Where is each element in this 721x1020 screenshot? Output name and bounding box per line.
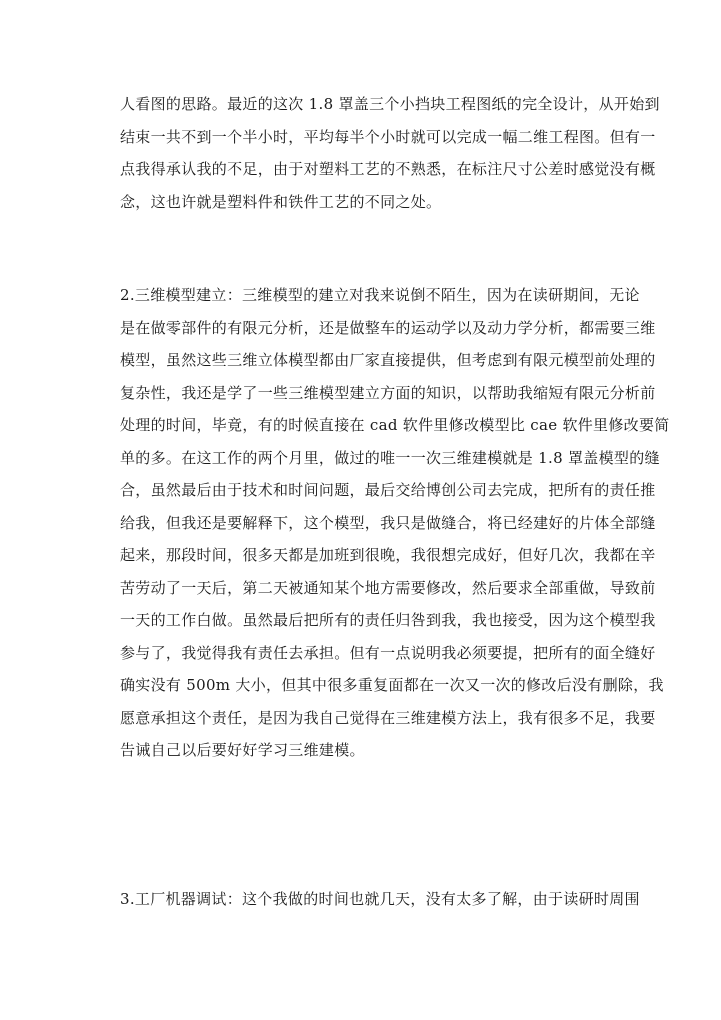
text-line: 模型，虽然这些三维立体模型都由厂家直接提供，但考虑到有限元模型前处理的: [120, 351, 656, 369]
text-line: 单的多。在这工作的两个月里，做过的唯一一次三维建模就是 1.8 罩盖模型的缝: [120, 448, 660, 467]
text-line: 结束一共不到一个半小时，平均每半个小时就可以完成一幅二维工程图。但有一: [120, 127, 656, 146]
text-line: 复杂性，我还是学了一些三维模型建立方面的知识，以帮助我缩短有限元分析前: [120, 383, 656, 402]
text-line: 苦劳动了一天后，第二天被通知某个地方需要修改，然后要求全部重做，导致前: [120, 578, 656, 597]
section-heading-line: 3.工厂机器调试：这个我做的时间也就几天，没有太多了解，由于读研时周围: [120, 890, 640, 908]
text-line: 念，这也许就是塑料件和铁件工艺的不同之处。: [120, 192, 442, 211]
text-line: 愿意承担这个责任，是因为我自己觉得在三维建模方法上，我有很多不足，我要: [120, 708, 656, 727]
text-line: 给我，但我还是要解释下，这个模型，我只是做缝合，将已经建好的片体全部缝: [120, 513, 656, 532]
text-line: 点我得承认我的不足，由于对塑料工艺的不熟悉，在标注尺寸公差时感觉没有概: [120, 160, 656, 178]
text-line: 参与了，我觉得我有责任去承担。但有一点说明我必须要提，把所有的面全缝好: [120, 643, 656, 662]
paragraph-drawing-design: [120, 94, 660, 224]
text-line: 告诫自己以后要好好学习三维建模。: [120, 741, 365, 759]
text-line: 人看图的思路。最近的这次 1.8 罩盖三个小挡块工程图纸的完全设计，从开始到: [120, 95, 660, 113]
paragraph-3d-modeling: [120, 285, 670, 773]
paragraph-machine-debugging: [120, 889, 640, 922]
text-line: 起来，那段时间，很多天都是加班到很晚，我很想完成好，但好几次，我都在辛: [120, 546, 656, 564]
text-line: 合，虽然最后由于技术和时间问题，最后交给博创公司去完成，把所有的责任推: [120, 481, 656, 499]
text-line: 是在做零部件的有限元分析，还是做整车的运动学以及动力学分析，都需要三维: [120, 318, 656, 337]
text-line: 一天的工作白做。虽然最后把所有的责任归咎到我，我也接受，因为这个模型我: [120, 611, 656, 629]
text-line: 确实没有 500m 大小，但其中很多重复面都在一次又一次的修改后没有删除，我: [120, 676, 664, 694]
section-heading-line: 2.三维模型建立：三维模型的建立对我来说倒不陌生，因为在读研期间，无论: [120, 286, 640, 304]
text-line: 处理的时间，毕竟，有的时候直接在 cad 软件里修改模型比 cae 软件里修改要简: [120, 416, 670, 434]
